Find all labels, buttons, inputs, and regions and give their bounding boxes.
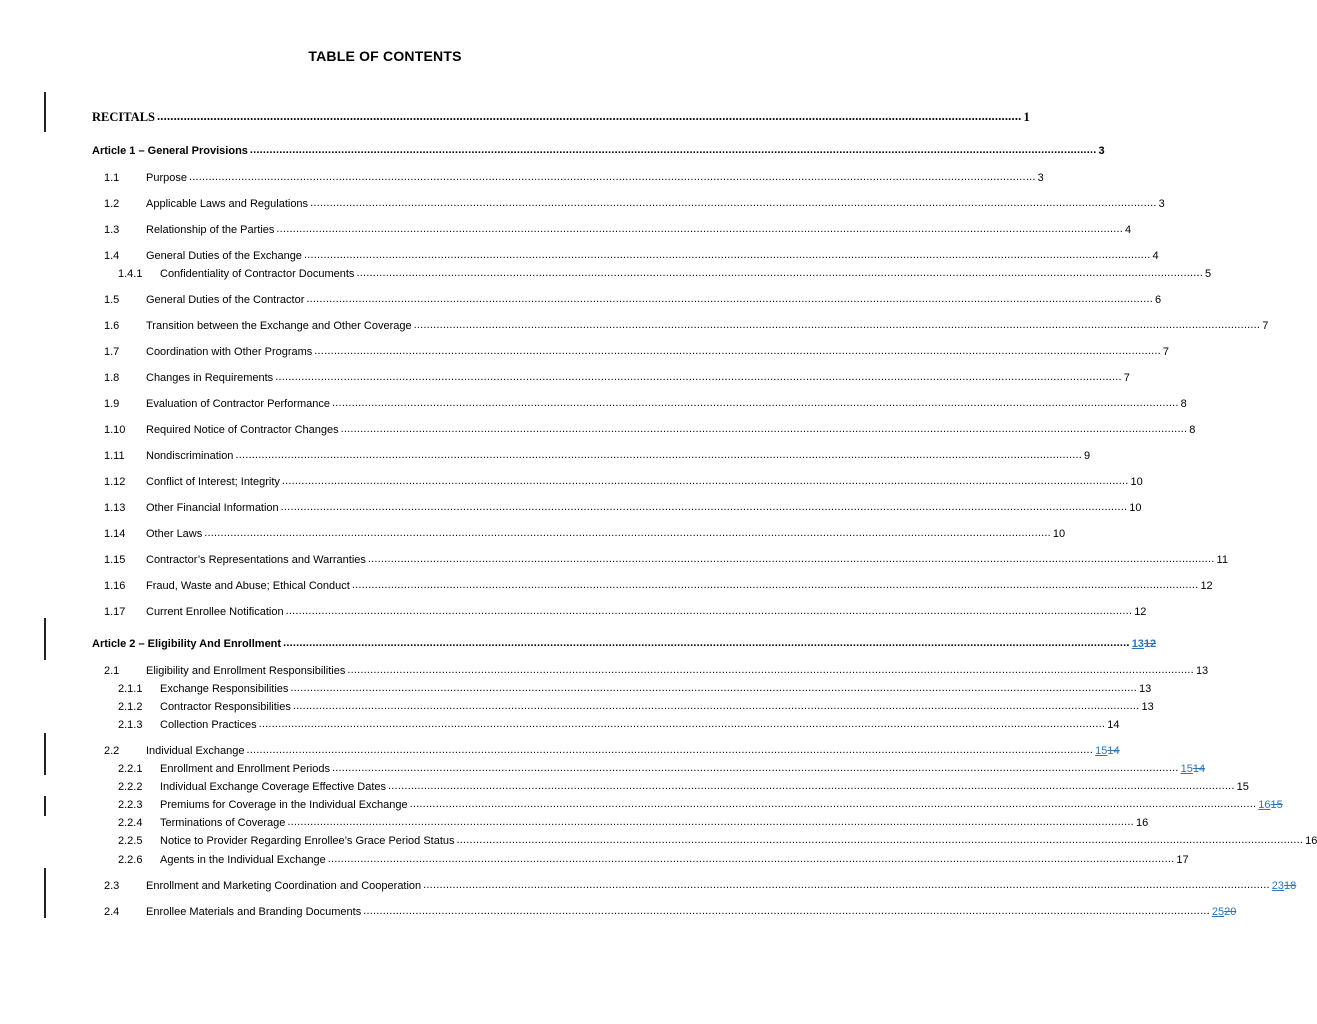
toc-entry[interactable] — [92, 343, 1170, 359]
deleted-page-number: 14 — [1192, 763, 1206, 775]
toc-entry[interactable] — [92, 603, 1147, 619]
toc-entry-number: 1.17 — [104, 606, 126, 618]
toc-page-number: 11 — [1216, 554, 1228, 566]
inserted-page-number: 23 — [1271, 880, 1285, 892]
toc-entry-number: 1.2 — [104, 198, 120, 210]
toc-entry[interactable] — [92, 265, 1212, 281]
toc-entry-number: 2.1.2 — [118, 701, 143, 713]
toc-entry-label: Enrollment and Marketing Coordination and Cooperation — [146, 880, 422, 892]
toc-entry-label: Premiums for Coverage in the Individual Exchange — [160, 799, 408, 811]
toc-entry-label: General Duties of the Exchange — [146, 250, 302, 262]
toc-entry-label: Transition between the Exchange and Other Coverage — [146, 320, 412, 332]
toc-entry-number: 1.7 — [104, 346, 120, 358]
toc-entry-number: 2.2.4 — [118, 817, 143, 829]
toc-entry[interactable] — [92, 108, 1030, 124]
toc-entry-number: 1.15 — [104, 554, 126, 566]
toc-entry-label: Agents in the Individual Exchange — [160, 854, 326, 866]
toc-page-number: 5 — [1205, 268, 1212, 280]
toc-entry-number: 2.2 — [104, 745, 120, 757]
dot-leader: .................................................................................................................................................................................................................................................................... — [340, 423, 1188, 435]
dot-leader: .................................................................................................................................................................................................................................................................... — [327, 853, 1175, 865]
toc-entry[interactable] — [92, 221, 1132, 237]
toc-page-number: 14 — [1107, 719, 1120, 731]
toc-entry-label: General Duties of the Contractor — [146, 294, 305, 306]
toc-page-number: 9 — [1084, 450, 1091, 462]
dot-leader: .................................................................................................................................................................................................................................................................... — [290, 682, 1138, 694]
toc-entry-number: 2.2.1 — [118, 763, 143, 775]
dot-leader: .................................................................................................................................................................................................................................................................... — [409, 798, 1257, 810]
toc-page-number: 12 — [1134, 606, 1147, 618]
toc-entry[interactable] — [92, 796, 1283, 812]
toc-page-number — [1212, 905, 1237, 919]
toc-entry-number: 1.9 — [104, 398, 120, 410]
toc-entry[interactable] — [92, 525, 1066, 541]
toc-entry-label: Other Financial Information — [146, 502, 279, 514]
dot-leader: .................................................................................................................................................................................................................................................................... — [310, 197, 1157, 209]
dot-leader: .................................................................................................................................................................................................................................................................... — [275, 371, 1122, 383]
toc-entry-label: RECITALS — [92, 110, 155, 124]
toc-entry[interactable] — [92, 635, 1157, 651]
dot-leader: .................................................................................................................................................................................................................................................................... — [280, 501, 1128, 513]
toc-entry-number: 2.3 — [104, 880, 120, 892]
toc-entry-label: Contractor’s Representations and Warranties — [146, 554, 366, 566]
toc-entry-label: Collection Practices — [160, 719, 257, 731]
dot-leader: .................................................................................................................................................................................................................................................................... — [292, 700, 1140, 712]
toc-page-number: 16 — [1135, 817, 1149, 829]
toc-entry[interactable] — [92, 447, 1091, 463]
toc-entry[interactable] — [92, 247, 1159, 263]
toc-entry-label: Contractor Responsibilities — [160, 701, 291, 713]
toc-page-number: 10 — [1052, 528, 1066, 540]
toc-entry-label: Applicable Laws and Regulations — [146, 198, 309, 210]
toc-entry-number: 1.13 — [104, 502, 126, 514]
toc-entry-label: Confidentiality of Contractor Documents — [160, 268, 355, 280]
deleted-page-number: 14 — [1107, 745, 1120, 757]
deleted-page-number: 12 — [1143, 638, 1157, 650]
toc-page-number: 4 — [1152, 250, 1159, 262]
toc-page-number: 15 — [1236, 781, 1249, 793]
toc-entry[interactable] — [92, 395, 1187, 411]
toc-page-number: 3 — [1158, 198, 1165, 210]
dot-leader: .................................................................................................................................................................................................................................................................... — [351, 579, 1199, 591]
toc-entry-number: 2.2.5 — [118, 835, 143, 847]
toc-entry-number: 2.2.6 — [118, 854, 143, 866]
toc-entry[interactable] — [92, 698, 1154, 714]
inserted-page-number: 15 — [1180, 763, 1193, 775]
dot-leader: .................................................................................................................................................................................................................................................................... — [356, 267, 1204, 279]
toc-page-number: 7 — [1123, 372, 1130, 384]
toc-entry-label: Fraud, Waste and Abuse; Ethical Conduct — [146, 580, 350, 592]
toc-entry-number: 1.11 — [104, 450, 125, 462]
toc-entry-number: 1.12 — [104, 476, 126, 488]
page-title: TABLE OF CONTENTS — [308, 48, 462, 64]
deleted-page-number: 20 — [1224, 906, 1237, 918]
toc-entry[interactable] — [92, 851, 1189, 867]
toc-entry[interactable] — [92, 577, 1213, 593]
toc-entry-number: 1.6 — [104, 320, 120, 332]
toc-entry-label: Purpose — [146, 172, 187, 184]
toc-entry-label: Current Enrollee Notification — [146, 606, 284, 618]
toc-page-number: 16 — [1305, 835, 1317, 847]
dot-leader: .................................................................................................................................................................................................................................................................... — [156, 109, 1022, 123]
toc-entry[interactable] — [92, 369, 1130, 385]
toc-entry[interactable] — [92, 317, 1269, 333]
toc-entry-number: 2.4 — [104, 906, 120, 918]
toc-entry[interactable] — [92, 551, 1228, 567]
change-bar — [44, 92, 46, 132]
toc-entry-label: Relationship of the Parties — [146, 224, 275, 236]
toc-entry-label: Article 2 – Eligibility And Enrollment — [92, 638, 282, 650]
toc-entry-number: 2.2.3 — [118, 799, 143, 811]
toc-page-number: 12 — [1200, 580, 1213, 592]
dot-leader: .................................................................................................................................................................................................................................................................... — [332, 397, 1179, 409]
toc-entry-label: Evaluation of Contractor Performance — [146, 398, 331, 410]
dot-leader: .................................................................................................................................................................................................................................................................... — [456, 834, 1304, 846]
toc-page-number — [1272, 879, 1297, 893]
toc-page-number: 13 — [1141, 701, 1154, 713]
toc-entry[interactable] — [92, 814, 1149, 830]
toc-entry-label: Nondiscrimination — [146, 450, 234, 462]
dot-leader: .................................................................................................................................................................................................................................................................... — [235, 449, 1083, 461]
change-bar — [44, 868, 46, 918]
toc-entry-label: Exchange Responsibilities — [160, 683, 289, 695]
deleted-page-number: 15 — [1270, 799, 1283, 811]
toc-entry[interactable] — [92, 291, 1162, 307]
dot-leader: .................................................................................................................................................................................................................................................................... — [306, 293, 1153, 305]
toc-page-number: 10 — [1129, 502, 1142, 514]
toc-entry-number: 2.1.1 — [118, 683, 143, 695]
inserted-page-number: 13 — [1131, 638, 1144, 650]
inserted-page-number: 16 — [1258, 799, 1271, 811]
dot-leader: .................................................................................................................................................................................................................................................................... — [347, 664, 1194, 676]
toc-page-number: 8 — [1180, 398, 1187, 410]
toc-page-number: 7 — [1262, 320, 1269, 332]
toc-entry-label: Terminations of Coverage — [160, 817, 286, 829]
toc-page-number — [1258, 798, 1283, 812]
change-bar — [44, 733, 46, 775]
inserted-page-number: 15 — [1095, 745, 1108, 757]
toc-entry[interactable] — [92, 716, 1120, 732]
toc-entry[interactable] — [92, 169, 1044, 185]
toc-entry[interactable] — [92, 473, 1143, 489]
toc-entry[interactable] — [92, 832, 1317, 848]
toc-page-number: 17 — [1176, 854, 1189, 866]
change-bar — [44, 796, 46, 816]
toc-entry-label: Individual Exchange — [146, 745, 245, 757]
inserted-page-number: 25 — [1211, 906, 1225, 918]
toc-page-number: 1 — [1023, 110, 1030, 124]
dot-leader: .................................................................................................................................................................................................................................................................... — [258, 718, 1106, 730]
toc-entry-number: 1.10 — [104, 424, 126, 436]
dot-leader: .................................................................................................................................................................................................................................................................... — [303, 249, 1151, 261]
toc-entry[interactable] — [92, 760, 1206, 776]
toc-page-number — [1181, 762, 1206, 776]
toc-entry[interactable] — [92, 499, 1142, 515]
toc-entry-number: 1.4 — [104, 250, 120, 262]
dot-leader: .................................................................................................................................................................................................................................................................... — [246, 744, 1094, 756]
toc-page-number — [1132, 637, 1157, 651]
dot-leader: .................................................................................................................................................................................................................................................................... — [331, 762, 1179, 774]
toc-entry[interactable] — [92, 680, 1152, 696]
toc-entry-label: Other Laws — [146, 528, 203, 540]
toc-page-number: 13 — [1195, 665, 1209, 677]
toc-entry-label: Required Notice of Contractor Changes — [146, 424, 339, 436]
toc-entry-number: 2.1 — [104, 665, 120, 677]
toc-entry-label: Changes in Requirements — [146, 372, 274, 384]
toc-page-number: 4 — [1125, 224, 1132, 236]
dot-leader: .................................................................................................................................................................................................................................................................... — [281, 475, 1129, 487]
dot-leader: .................................................................................................................................................................................................................................................................... — [363, 905, 1210, 917]
toc-entry-label: Coordination with Other Programs — [146, 346, 313, 358]
toc-entry-label: Enrollment and Enrollment Periods — [160, 763, 330, 775]
toc-page-number: 8 — [1189, 424, 1196, 436]
toc-entry-label: Enrollee Materials and Branding Documents — [146, 906, 362, 918]
toc-entry-label: Article 1 – General Provisions — [92, 145, 248, 157]
dot-leader: .................................................................................................................................................................................................................................................................... — [283, 637, 1130, 649]
toc-entry[interactable] — [92, 742, 1120, 758]
toc-entry[interactable] — [92, 421, 1196, 437]
toc-entry[interactable] — [92, 877, 1297, 893]
toc-entry-number: 2.1.3 — [118, 719, 143, 731]
toc-page-number — [1095, 744, 1120, 758]
dot-leader: .................................................................................................................................................................................................................................................................... — [249, 144, 1097, 156]
dot-leader: .................................................................................................................................................................................................................................................................... — [388, 780, 1235, 792]
toc-entry[interactable] — [92, 662, 1209, 678]
toc-entry-number: 1.8 — [104, 372, 120, 384]
deleted-page-number: 18 — [1284, 880, 1297, 892]
toc-entry-number: 1.3 — [104, 224, 120, 236]
toc-entry-number: 1.14 — [104, 528, 126, 540]
toc-page-number: 3 — [1037, 172, 1044, 184]
toc-entry[interactable] — [92, 195, 1165, 211]
toc-entry-label: Eligibility and Enrollment Responsibilities — [146, 665, 346, 677]
toc-page-number: 3 — [1098, 145, 1105, 157]
toc-entry-label: Conflict of Interest; Integrity — [146, 476, 280, 488]
toc-entry-number: 1.1 — [104, 172, 120, 184]
dot-leader: .................................................................................................................................................................................................................................................................... — [188, 171, 1036, 183]
dot-leader: .................................................................................................................................................................................................................................................................... — [314, 345, 1161, 357]
dot-leader: .................................................................................................................................................................................................................................................................... — [367, 553, 1215, 565]
toc-page-number: 13 — [1139, 683, 1152, 695]
toc-page-number: 6 — [1154, 294, 1162, 306]
dot-leader: .................................................................................................................................................................................................................................................................... — [276, 223, 1124, 235]
toc-page-number: 7 — [1162, 346, 1170, 358]
change-bar — [44, 618, 46, 660]
toc-entry-label: Notice to Provider Regarding Enrollee’s Grace Period Status — [160, 835, 455, 847]
toc-entry[interactable] — [92, 903, 1237, 919]
toc-entry-number: 1.5 — [104, 294, 120, 306]
toc-entry-number: 2.2.2 — [118, 781, 143, 793]
dot-leader: .................................................................................................................................................................................................................................................................... — [287, 816, 1134, 828]
toc-entry-label: Individual Exchange Coverage Effective Dates — [160, 781, 387, 793]
toc-entry[interactable] — [92, 778, 1249, 794]
dot-leader: .................................................................................................................................................................................................................................................................... — [413, 319, 1261, 331]
toc-entry[interactable] — [92, 142, 1105, 158]
toc-entry-number: 1.16 — [104, 580, 126, 592]
dot-leader: .................................................................................................................................................................................................................................................................... — [285, 605, 1133, 617]
toc-page-number: 10 — [1130, 476, 1143, 488]
toc-entry-number: 1.4.1 — [118, 268, 143, 280]
dot-leader: .................................................................................................................................................................................................................................................................... — [204, 527, 1051, 539]
dot-leader: .................................................................................................................................................................................................................................................................... — [423, 879, 1270, 891]
